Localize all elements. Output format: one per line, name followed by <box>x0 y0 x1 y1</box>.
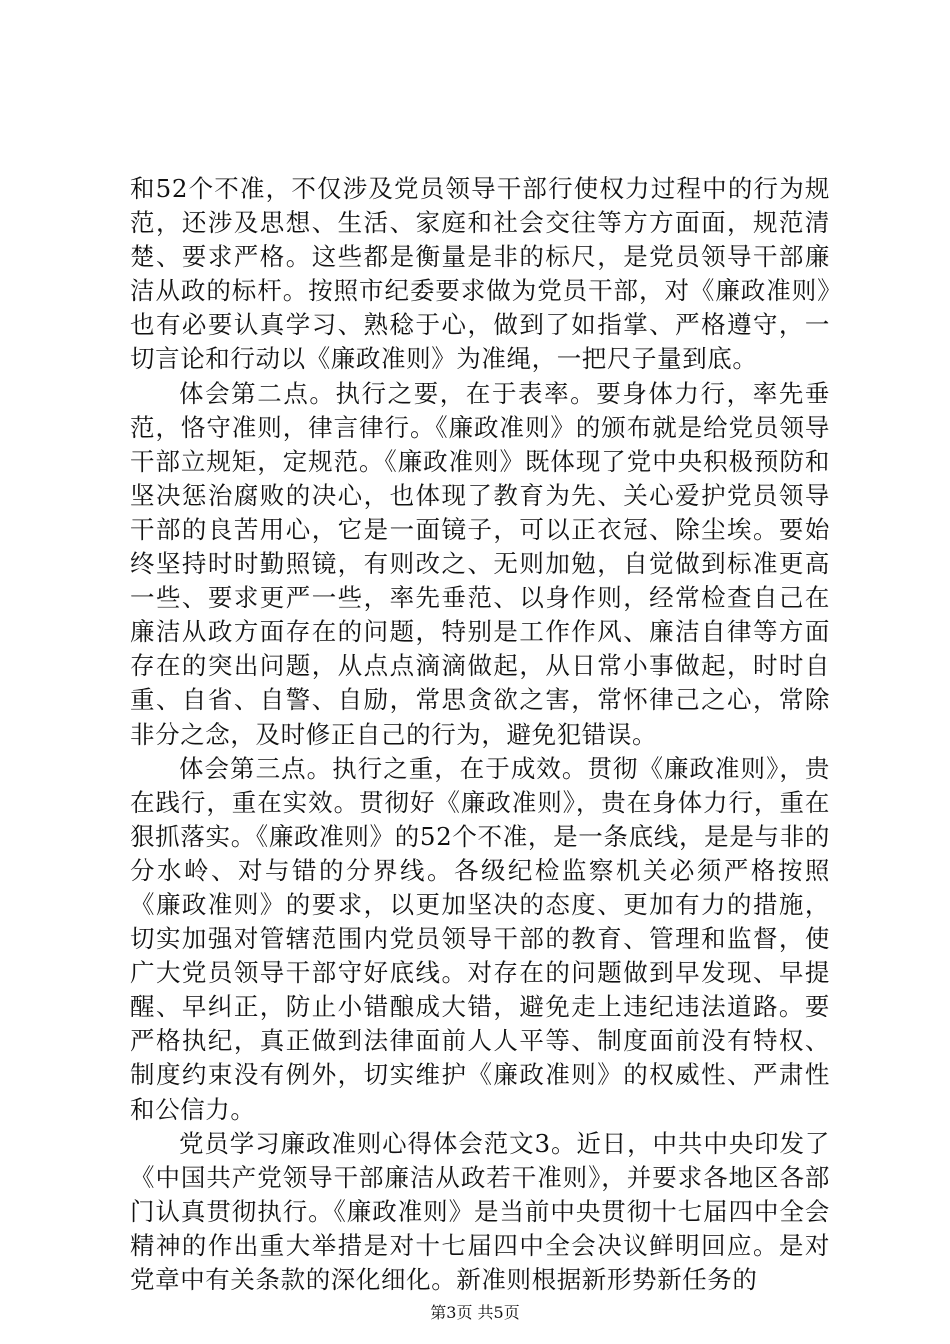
paragraph-4: 党员学习廉政准则心得体会范文3。近日，中共中央印发了《中国共产党领导干部廉洁从政若干准则》，并要求各地区各部门认真贯彻执行。《廉政准则》是当前中央贯彻十七届四中全会精神的作出重大举措是对十七届四中全会决议鲜明回应。是对党章中有关条款的深化细化。新准则根据新形势新任务的 <box>130 1128 830 1294</box>
page-footer: 第3页 共5页 <box>430 1303 520 1322</box>
paragraph-2: 体会第二点。执行之要，在于表率。要身体力行，率先垂范，恪守准则，律言律行。《廉政准则》的颁布就是给党员领导干部立规矩，定规范。《廉政准则》既体现了党中央积极预防和坚决惩治腐败的决心，也体现了教育为先、关心爱护党员领导干部的良苦用心，它是一面镜子，可以正衣冠、除尘埃。要始终坚持时时勤照镜，有则改之、无则加勉，自觉做到标准更高一些、要求更严一些，率先垂范、以身作则，经常检查自己在廉洁从政方面存在的问题，特别是工作作风、廉洁自律等方面存在的突出问题，从点点滴滴做起，从日常小事做起，时时自重、自省、自警、自励，常思贪欲之害，常怀律己之心，常除非分之念，及时修正自己的行为，避免犯错误。 <box>130 378 830 749</box>
document-body <box>130 172 830 1297</box>
paragraph-3: 体会第三点。执行之重，在于成效。贯彻《廉政准则》，贵在践行，重在实效。贯彻好《廉政准则》，贵在身体力行，重在狠抓落实。《廉政准则》的52个不准，是一条底线，是是与非的分水岭、对与错的分界线。各级纪检监察机关必须严格按照《廉政准则》的要求，以更加坚决的态度、更加有力的措施，切实加强对管辖范围内党员领导干部的教育、管理和监督，使广大党员领导干部守好底线。对存在的问题做到早发现、早提醒、早纠正，防止小错酿成大错，避免走上违纪违法道路。要严格执纪，真正做到法律面前人人平等、制度面前没有特权、制度约束没有例外，切实维护《廉政准则》的权威性、严肃性和公信力。 <box>130 753 830 1124</box>
paragraph-1: 和52个不准，不仅涉及党员领导干部行使权力过程中的行为规范，还涉及思想、生活、家庭和社会交往等方方面面，规范清楚、要求严格。这些都是衡量是非的标尺，是党员领导干部廉洁从政的标杆。按照市纪委要求做为党员干部，对《廉政准则》也有必要认真学习、熟稔于心，做到了如指掌、严格遵守，一切言论和行动以《廉政准则》为准绳，一把尺子量到底。 <box>130 174 830 374</box>
